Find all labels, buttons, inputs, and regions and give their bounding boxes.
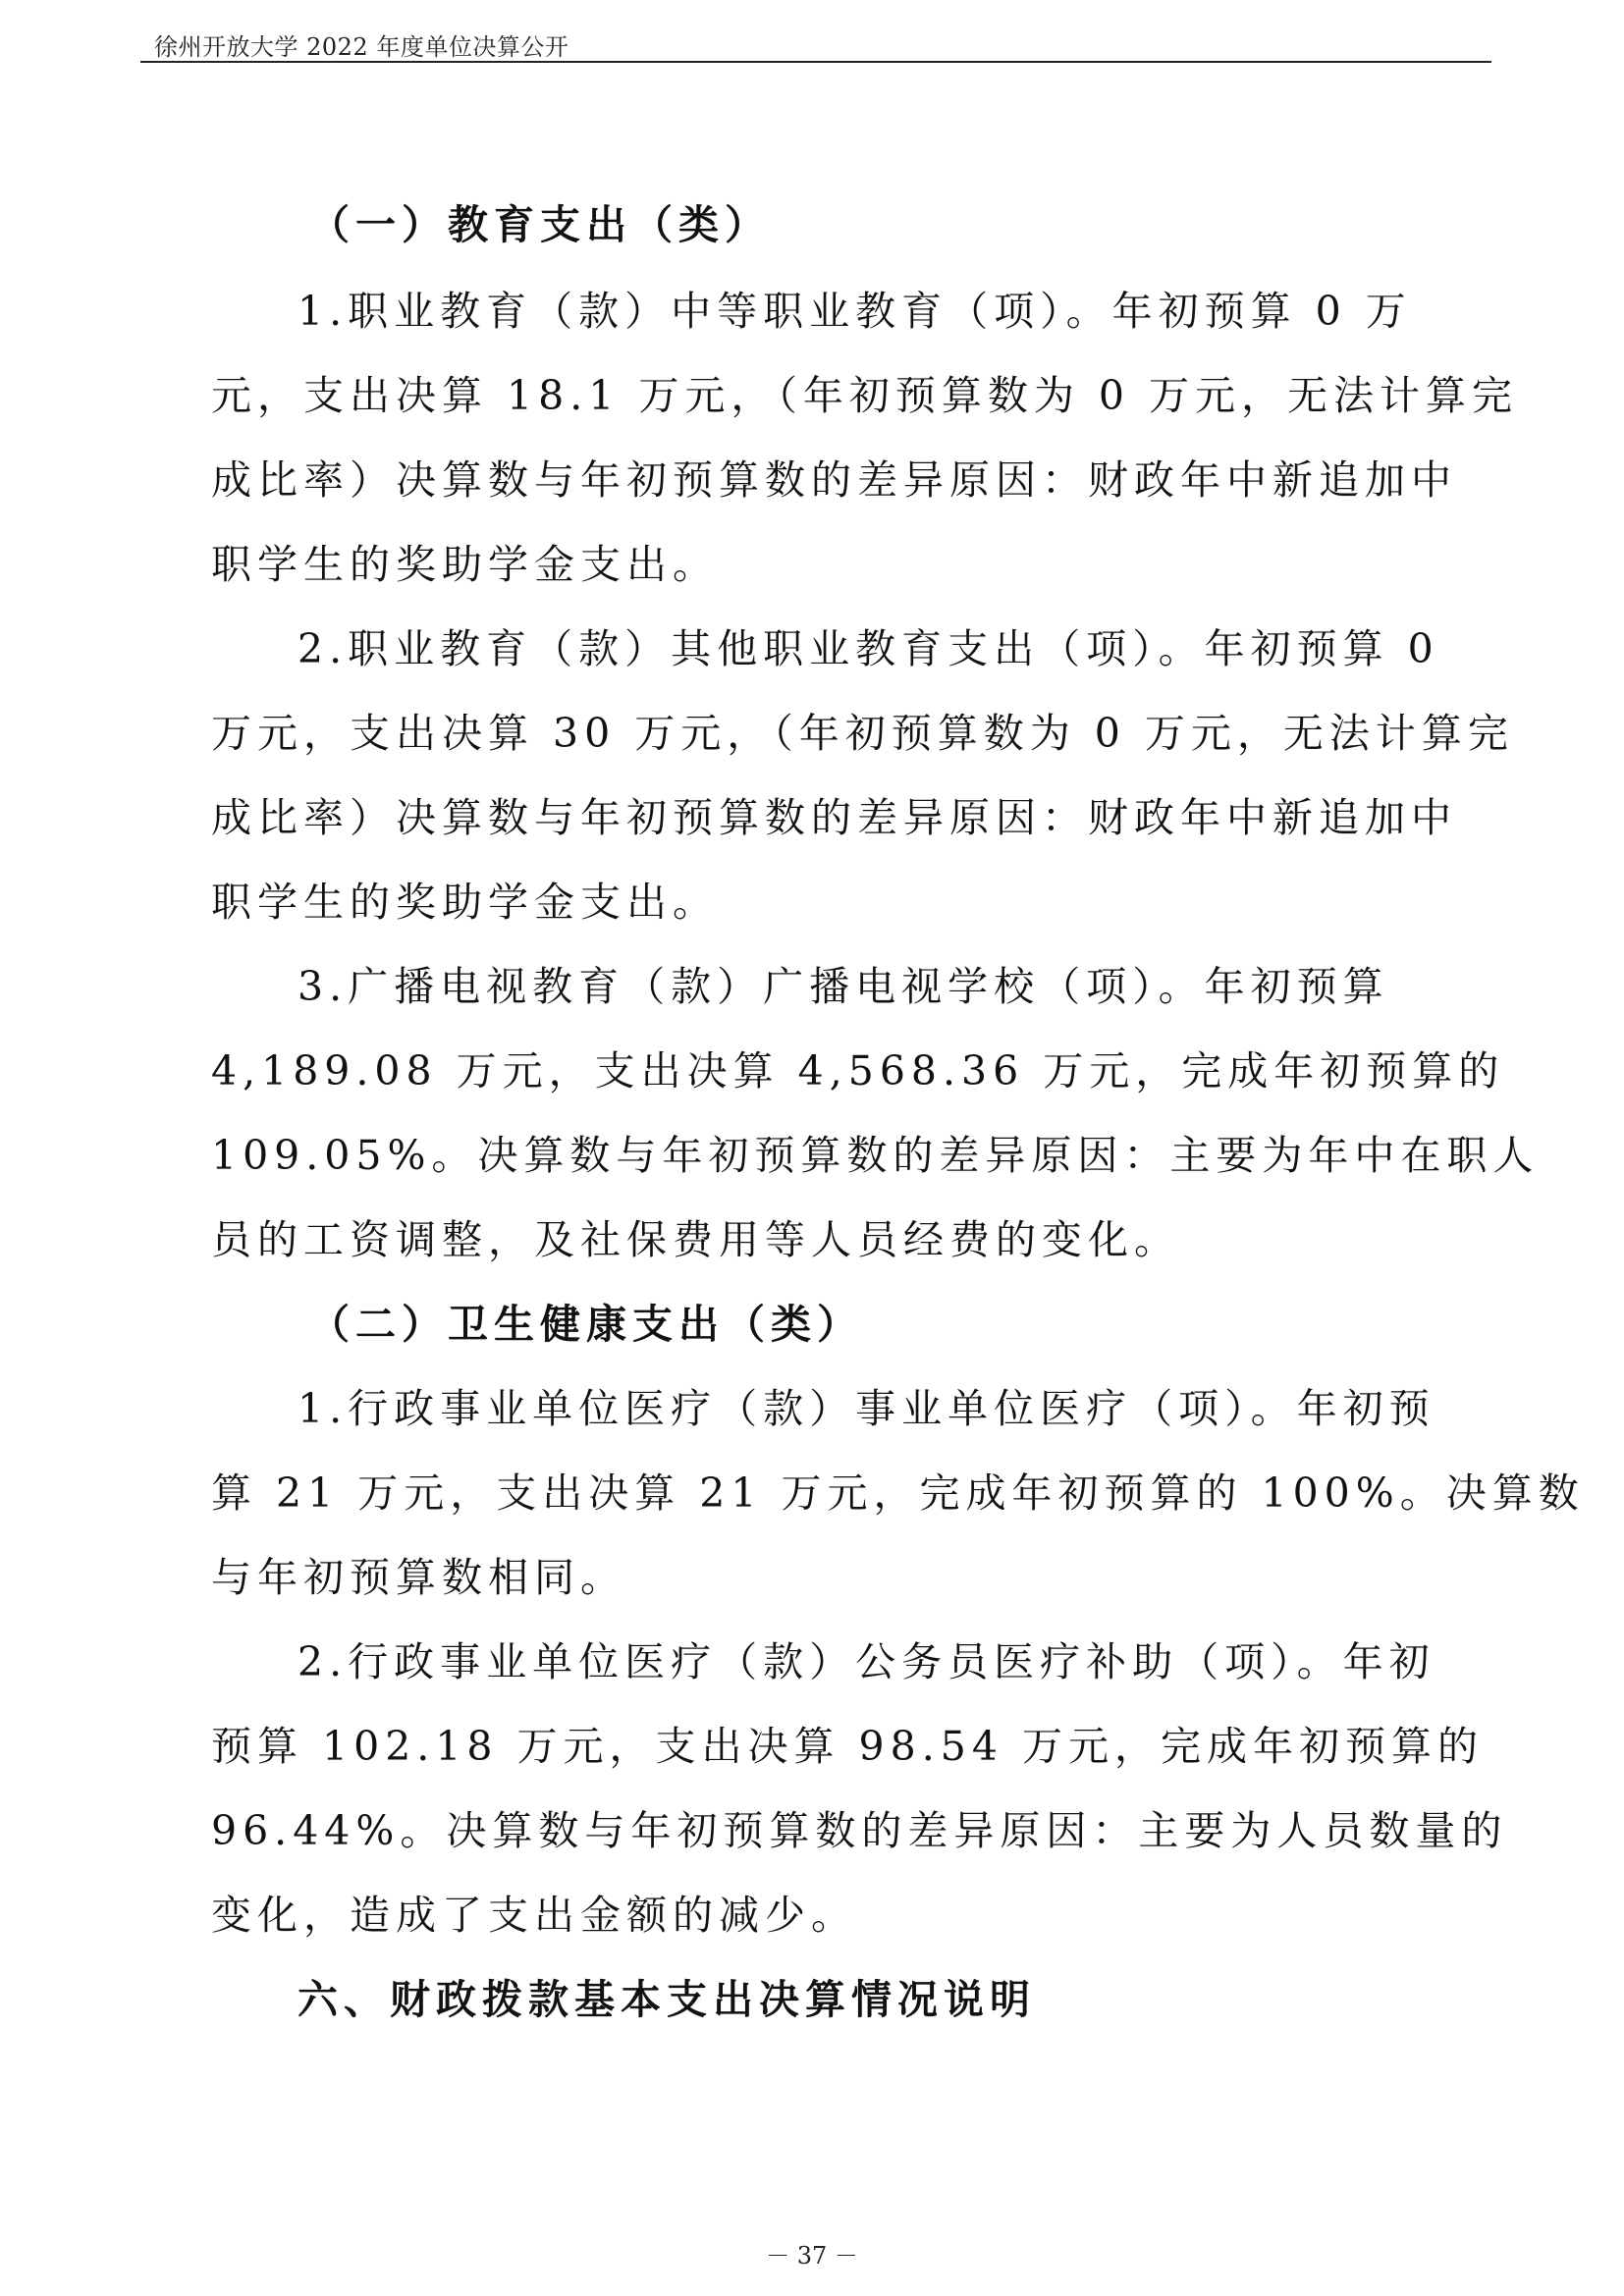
page-number: － 37 － [766, 2242, 858, 2269]
paragraph-line: 96.44%。决算数与年初预算数的差异原因：主要为人员数量的 [211, 1807, 1508, 1854]
paragraph-line: 变化，造成了支出金额的减少。 [211, 1892, 857, 1939]
page-header [140, 18, 1491, 63]
paragraph-line: 109.05%。决算数与年初预算数的差异原因：主要为年中在职人 [211, 1132, 1540, 1179]
paragraph-line: 职学生的奖助学金支出。 [211, 541, 719, 588]
paragraph-line: 预算 102.18 万元，支出决算 98.54 万元，完成年初预算的 [211, 1723, 1484, 1770]
section-heading: 六、财政拨款基本支出决算情况说明 [298, 1976, 1036, 2023]
section-heading: （一）教育支出（类） [309, 201, 771, 248]
paragraph-line: 1.行政事业单位医疗（款）事业单位医疗（项）。年初预 [298, 1385, 1435, 1432]
section-heading: （二）卫生健康支出（类） [309, 1301, 863, 1348]
paragraph-line: 2.行政事业单位医疗（款）公务员医疗补助（项）。年初 [298, 1638, 1435, 1685]
paragraph-line: 员的工资调整，及社保费用等人员经费的变化。 [211, 1216, 1180, 1263]
paragraph-line: 4,189.08 万元，支出决算 4,568.36 万元，完成年初预算的 [211, 1047, 1505, 1095]
paragraph-line: 算 21 万元，支出决算 21 万元，完成年初预算的 100%。决算数 [211, 1469, 1585, 1517]
paragraph-line: 万元，支出决算 30 万元，（年初预算数为 0 万元，无法计算完 [211, 710, 1514, 757]
paragraph-line: 成比率）决算数与年初预算数的差异原因：财政年中新追加中 [211, 794, 1457, 841]
paragraph-line: 2.职业教育（款）其他职业教育支出（项）。年初预算 0 [298, 625, 1439, 672]
header-title: 徐州开放大学 2022 年度单位决算公开 [154, 33, 569, 61]
paragraph-line: 3.广播电视教育（款）广播电视学校（项）。年初预算 [298, 963, 1389, 1010]
paragraph-line: 职学生的奖助学金支出。 [211, 879, 719, 926]
paragraph-line: 与年初预算数相同。 [211, 1554, 626, 1601]
paragraph-line: 元，支出决算 18.1 万元，（年初预算数为 0 万元，无法计算完 [211, 372, 1519, 419]
paragraph-line: 成比率）决算数与年初预算数的差异原因：财政年中新追加中 [211, 456, 1457, 504]
paragraph-line: 1.职业教育（款）中等职业教育（项）。年初预算 0 万 [298, 288, 1412, 335]
